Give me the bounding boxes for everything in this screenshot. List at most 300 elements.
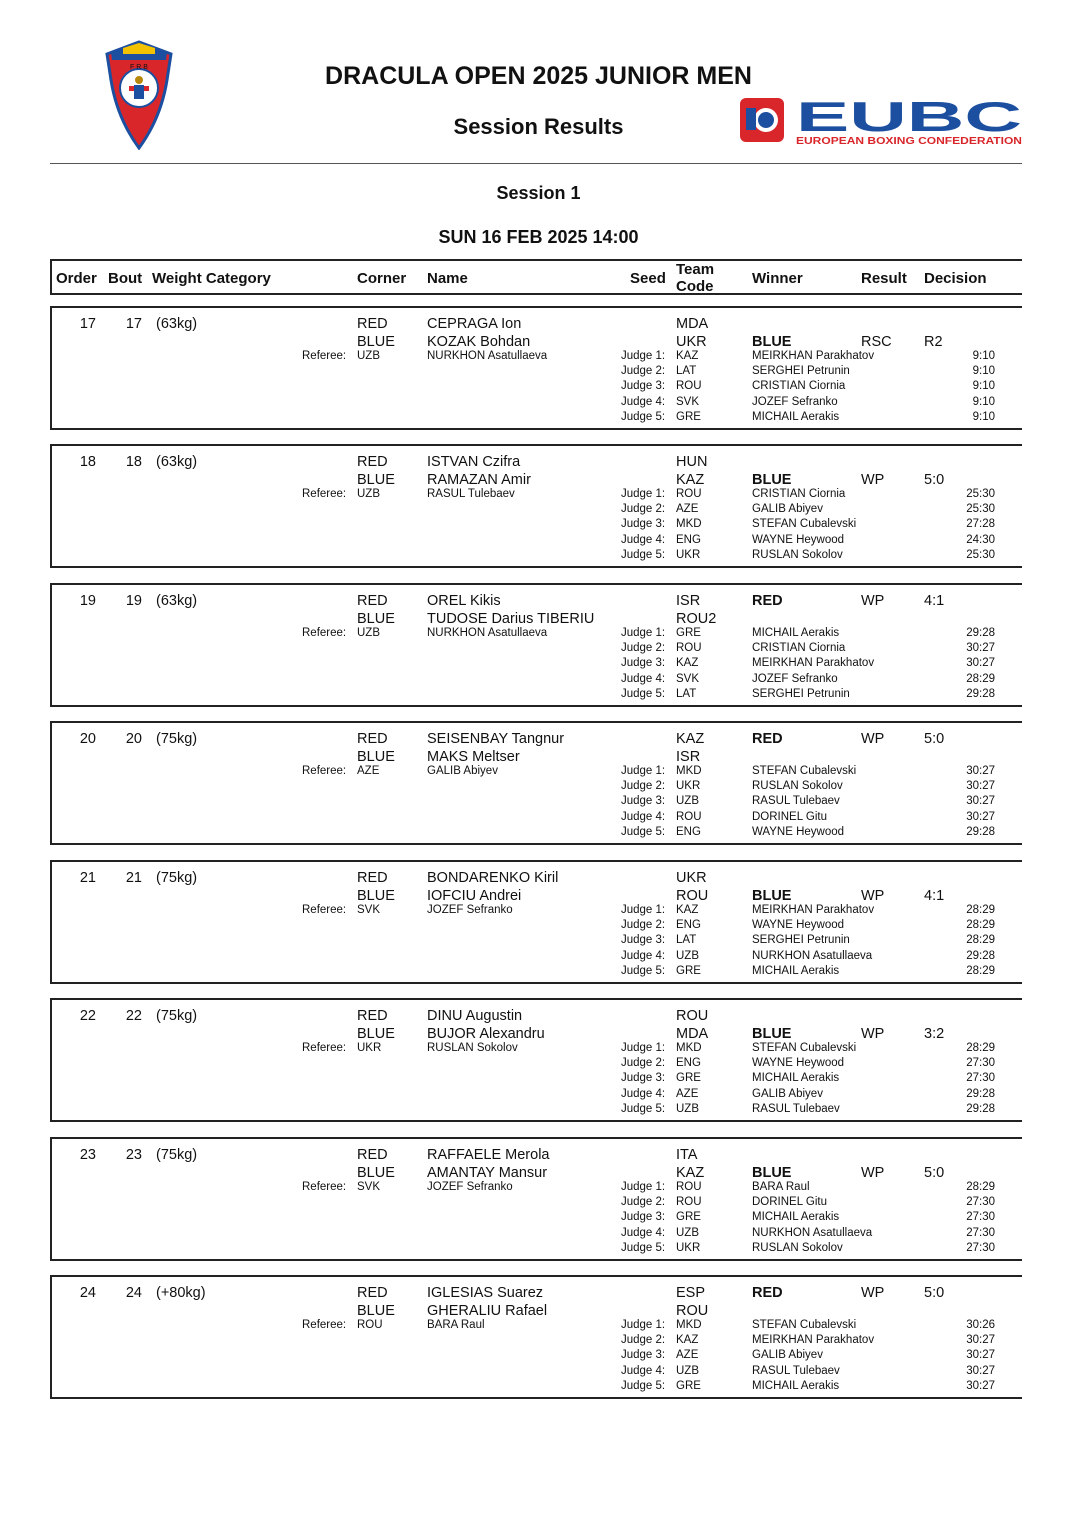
- judge-name: JOZEF Sefranko: [752, 672, 838, 685]
- bout-order: 20: [79, 731, 96, 747]
- weight-category: (75kg): [156, 1008, 198, 1024]
- judge-label: Judge 1:: [621, 765, 666, 777]
- judge-score: 30:27: [966, 1379, 995, 1392]
- blue-team-code: ISR: [676, 749, 701, 765]
- judge-score: 28:29: [966, 1181, 995, 1193]
- referee-name: NURKHON Asatullaeva: [427, 627, 548, 639]
- judge-score: 27:30: [966, 1196, 995, 1209]
- bout-order: 22: [79, 1008, 96, 1024]
- decision: 3:2: [924, 1026, 945, 1042]
- judge-country: LAT: [676, 934, 697, 947]
- blue-boxer-name: AMANTAY Mansur: [427, 1165, 548, 1181]
- judge-country: UZB: [676, 949, 699, 962]
- judge-score: 9:10: [972, 350, 995, 362]
- bout-number: 20: [125, 731, 142, 747]
- red-team-code: ROU: [676, 1008, 709, 1024]
- decision: 5:0: [924, 1165, 945, 1181]
- judge-score: 29:28: [966, 627, 995, 639]
- decision: 4:1: [924, 888, 945, 904]
- judge-score: 25:30: [966, 503, 995, 516]
- judge-label: Judge 4:: [621, 1364, 666, 1377]
- blue-boxer-name: IOFCIU Andrei: [427, 888, 522, 904]
- judge-score: 30:27: [966, 642, 995, 655]
- judge-name: CRISTIAN Ciornia: [752, 380, 846, 393]
- referee-label: Referee:: [302, 1181, 347, 1193]
- weight-category: (75kg): [156, 870, 198, 886]
- judge-name: CRISTIAN Ciornia: [752, 642, 846, 655]
- bout-block: [50, 583, 1022, 707]
- judge-country: KAZ: [676, 350, 699, 362]
- page-subtitle: Session Results: [453, 114, 624, 139]
- judge-country: UZB: [676, 1102, 699, 1115]
- red-boxer-name: BONDARENKO Kiril: [427, 870, 559, 886]
- judge-score: 29:28: [966, 1102, 995, 1115]
- bout-order: 21: [79, 870, 96, 886]
- judge-label: Judge 1:: [621, 1042, 666, 1054]
- judge-score: 30:27: [966, 765, 995, 777]
- blue-corner: BLUE: [357, 334, 395, 350]
- result: WP: [861, 888, 885, 904]
- bout-block: [50, 306, 1022, 430]
- judge-score: 28:29: [966, 934, 995, 947]
- judge-name: MEIRKHAN Parakhatov: [752, 1334, 875, 1347]
- referee-name: RASUL Tulebaev: [427, 488, 515, 500]
- judge-score: 9:10: [972, 395, 995, 408]
- judge-score: 28:29: [966, 672, 995, 685]
- judge-score: 29:28: [966, 949, 995, 962]
- judge-country: UKR: [676, 1241, 701, 1254]
- judge-country: AZE: [676, 503, 699, 516]
- judge-label: Judge 4:: [621, 949, 666, 962]
- judge-label: Judge 5:: [621, 410, 666, 423]
- judge-name: GALIB Abiyev: [752, 1349, 823, 1362]
- winner: BLUE: [752, 334, 792, 350]
- bout-number: 18: [125, 454, 142, 470]
- red-team-code: ISR: [676, 593, 701, 609]
- judge-name: CRISTIAN Ciornia: [752, 488, 846, 500]
- header-order: Order: [56, 270, 97, 287]
- judge-score: 28:29: [966, 904, 995, 916]
- result: RSC: [861, 334, 892, 350]
- judge-country: ROU: [676, 810, 702, 823]
- judge-score: 27:30: [966, 1211, 995, 1224]
- bout-number: 22: [125, 1008, 142, 1024]
- weight-category: (63kg): [156, 316, 198, 332]
- decision: 5:0: [924, 472, 945, 488]
- judge-name: STEFAN Cubalevski: [752, 1319, 857, 1331]
- judge-label: Judge 3:: [621, 518, 666, 531]
- judge-label: Judge 4:: [621, 810, 666, 823]
- judge-label: Judge 5:: [621, 548, 666, 561]
- judge-score: 30:27: [966, 810, 995, 823]
- judge-country: GRE: [676, 964, 701, 977]
- judge-label: Judge 1:: [621, 488, 666, 500]
- judge-label: Judge 4:: [621, 533, 666, 546]
- blue-corner: BLUE: [357, 472, 395, 488]
- judge-score: 25:30: [966, 548, 995, 561]
- blue-boxer-name: RAMAZAN Amir: [427, 472, 531, 488]
- blue-team-code: MDA: [676, 1026, 709, 1042]
- judge-label: Judge 1:: [621, 904, 666, 916]
- blue-boxer-name: KOZAK Bohdan: [427, 334, 531, 350]
- judge-name: MICHAIL Aerakis: [752, 1379, 840, 1392]
- judge-label: Judge 2:: [621, 1334, 666, 1347]
- blue-corner: BLUE: [357, 1303, 395, 1319]
- referee-name: JOZEF Sefranko: [427, 1181, 513, 1193]
- judge-label: Judge 5:: [621, 1241, 666, 1254]
- judge-label: Judge 3:: [621, 380, 666, 393]
- result: WP: [861, 1165, 885, 1181]
- referee-name: BARA Raul: [427, 1319, 485, 1331]
- judge-score: 30:27: [966, 1349, 995, 1362]
- blue-team-code: ROU: [676, 1303, 709, 1319]
- judge-name: RUSLAN Sokolov: [752, 780, 843, 793]
- judge-name: SERGHEI Petrunin: [752, 365, 850, 378]
- judge-label: Judge 4:: [621, 1087, 666, 1100]
- red-team-code: ESP: [676, 1285, 706, 1301]
- judge-country: UKR: [676, 548, 701, 561]
- judge-name: RASUL Tulebaev: [752, 1364, 840, 1377]
- header-seed: Seed: [630, 270, 666, 287]
- referee-country: UZB: [357, 627, 380, 639]
- red-boxer-name: DINU Augustin: [427, 1008, 523, 1024]
- red-corner: RED: [357, 1147, 388, 1163]
- judge-country: GRE: [676, 627, 701, 639]
- blue-team-code: KAZ: [676, 472, 705, 488]
- judge-country: MKD: [676, 518, 702, 531]
- bout-block: [50, 998, 1022, 1122]
- header-corner: Corner: [357, 270, 407, 287]
- red-boxer-name: OREL Kikis: [427, 593, 501, 609]
- judge-label: Judge 5:: [621, 1102, 666, 1115]
- judge-label: Judge 5:: [621, 825, 666, 838]
- judge-label: Judge 3:: [621, 795, 666, 808]
- red-corner: RED: [357, 316, 388, 332]
- judge-score: 9:10: [972, 410, 995, 423]
- judge-score: 27:30: [966, 1057, 995, 1070]
- judge-label: Judge 3:: [621, 657, 666, 670]
- judge-country: MKD: [676, 765, 702, 777]
- judge-label: Judge 1:: [621, 627, 666, 639]
- blue-boxer-name: GHERALIU Rafael: [427, 1303, 548, 1319]
- judge-label: Judge 3:: [621, 934, 666, 947]
- judge-label: Judge 3:: [621, 1349, 666, 1362]
- bout-number: 21: [125, 870, 142, 886]
- judge-name: RUSLAN Sokolov: [752, 1241, 843, 1254]
- judge-country: UKR: [676, 780, 701, 793]
- judge-name: WAYNE Heywood: [752, 919, 845, 932]
- winner: RED: [752, 731, 783, 747]
- header-weight: Weight Category: [152, 270, 271, 287]
- blue-corner: BLUE: [357, 749, 395, 765]
- red-team-code: UKR: [676, 870, 707, 886]
- bout-number: 24: [125, 1285, 142, 1301]
- judge-country: KAZ: [676, 657, 699, 670]
- bout-block: [50, 860, 1022, 984]
- session-datetime: SUN 16 FEB 2025 14:00: [438, 227, 639, 247]
- referee-country: AZE: [357, 765, 380, 777]
- judge-score: 30:27: [966, 1334, 995, 1347]
- judge-country: ROU: [676, 380, 702, 393]
- judge-score: 29:28: [966, 825, 995, 838]
- judge-name: STEFAN Cubalevski: [752, 1042, 857, 1054]
- referee-name: JOZEF Sefranko: [427, 904, 513, 916]
- result: WP: [861, 1285, 885, 1301]
- judge-label: Judge 4:: [621, 395, 666, 408]
- judge-country: GRE: [676, 1072, 701, 1085]
- judge-score: 24:30: [966, 533, 995, 546]
- red-team-code: MDA: [676, 316, 709, 332]
- judge-label: Judge 2:: [621, 1057, 666, 1070]
- judge-name: MICHAIL Aerakis: [752, 410, 840, 423]
- blue-team-code: KAZ: [676, 1165, 705, 1181]
- red-corner: RED: [357, 1008, 388, 1024]
- blue-team-code: UKR: [676, 334, 707, 350]
- red-team-code: KAZ: [676, 731, 705, 747]
- judge-score: 29:28: [966, 687, 995, 700]
- judge-name: GALIB Abiyev: [752, 1087, 823, 1100]
- blue-boxer-name: MAKS Meltser: [427, 749, 520, 765]
- judge-label: Judge 2:: [621, 919, 666, 932]
- eubc-tagline: EUROPEAN BOXING CONFEDERATION: [796, 136, 1022, 147]
- judge-country: SVK: [676, 395, 700, 408]
- referee-country: ROU: [357, 1319, 383, 1331]
- bout-number: 17: [125, 316, 142, 332]
- judge-name: MICHAIL Aerakis: [752, 627, 840, 639]
- judge-name: WAYNE Heywood: [752, 533, 845, 546]
- referee-label: Referee:: [302, 488, 347, 500]
- judge-country: AZE: [676, 1087, 699, 1100]
- blue-corner: BLUE: [357, 1026, 395, 1042]
- judge-score: 30:27: [966, 795, 995, 808]
- winner: RED: [752, 1285, 783, 1301]
- referee-label: Referee:: [302, 1319, 347, 1331]
- bout-number: 23: [125, 1147, 142, 1163]
- winner: RED: [752, 593, 783, 609]
- red-corner: RED: [357, 731, 388, 747]
- judge-name: STEFAN Cubalevski: [752, 518, 857, 531]
- judge-name: NURKHON Asatullaeva: [752, 949, 873, 962]
- judge-name: WAYNE Heywood: [752, 825, 845, 838]
- judge-name: RASUL Tulebaev: [752, 1102, 840, 1115]
- referee-label: Referee:: [302, 765, 347, 777]
- judge-score: 29:28: [966, 1087, 995, 1100]
- session-title: Session 1: [496, 183, 581, 203]
- bout-number: 19: [125, 593, 142, 609]
- judge-label: Judge 2:: [621, 642, 666, 655]
- bout-order: 17: [79, 316, 96, 332]
- blue-boxer-name: BUJOR Alexandru: [427, 1026, 545, 1042]
- referee-country: UZB: [357, 488, 380, 500]
- judge-label: Judge 3:: [621, 1211, 666, 1224]
- header-bout: Bout: [108, 270, 143, 287]
- winner: BLUE: [752, 472, 792, 488]
- referee-name: RUSLAN Sokolov: [427, 1042, 518, 1054]
- blue-team-code: ROU2: [676, 611, 717, 627]
- judge-name: MEIRKHAN Parakhatov: [752, 904, 875, 916]
- result: WP: [861, 1026, 885, 1042]
- judge-country: ENG: [676, 919, 701, 932]
- blue-corner: BLUE: [357, 1165, 395, 1181]
- referee-label: Referee:: [302, 627, 347, 639]
- judge-name: MEIRKHAN Parakhatov: [752, 350, 875, 362]
- judge-label: Judge 1:: [621, 1181, 666, 1193]
- winner: BLUE: [752, 888, 792, 904]
- judge-country: MKD: [676, 1319, 702, 1331]
- referee-country: UZB: [357, 350, 380, 362]
- judge-country: GRE: [676, 1379, 701, 1392]
- red-corner: RED: [357, 870, 388, 886]
- decision: R2: [924, 334, 943, 350]
- judge-label: Judge 1:: [621, 1319, 666, 1331]
- judge-name: JOZEF Sefranko: [752, 395, 838, 408]
- bout-block: [50, 721, 1022, 845]
- blue-corner: BLUE: [357, 611, 395, 627]
- judge-score: 28:29: [966, 964, 995, 977]
- judge-label: Judge 5:: [621, 964, 666, 977]
- red-boxer-name: RAFFAELE Merola: [427, 1147, 550, 1163]
- weight-category: (63kg): [156, 593, 198, 609]
- judge-label: Judge 2:: [621, 1196, 666, 1209]
- judge-score: 28:29: [966, 1042, 995, 1054]
- table-header: [50, 259, 1022, 295]
- judge-score: 27:30: [966, 1072, 995, 1085]
- judge-score: 30:27: [966, 1364, 995, 1377]
- winner: BLUE: [752, 1165, 792, 1181]
- judge-label: Judge 3:: [621, 1072, 666, 1085]
- winner: BLUE: [752, 1026, 792, 1042]
- red-boxer-name: SEISENBAY Tangnur: [427, 731, 565, 747]
- judge-country: ENG: [676, 825, 701, 838]
- judge-score: 27:28: [966, 518, 995, 531]
- judge-country: AZE: [676, 1349, 699, 1362]
- judge-label: Judge 4:: [621, 672, 666, 685]
- bout-block: [50, 444, 1022, 568]
- divider: [50, 163, 1022, 164]
- result: WP: [861, 593, 885, 609]
- header-name: Name: [427, 270, 468, 287]
- referee-name: GALIB Abiyev: [427, 765, 498, 777]
- judge-score: 27:30: [966, 1241, 995, 1254]
- judge-country: GRE: [676, 410, 701, 423]
- referee-label: Referee:: [302, 1042, 347, 1054]
- judge-label: Judge 5:: [621, 1379, 666, 1392]
- judge-score: 30:27: [966, 657, 995, 670]
- referee-country: SVK: [357, 1181, 381, 1193]
- judge-country: MKD: [676, 1042, 702, 1054]
- decision: 5:0: [924, 731, 945, 747]
- red-team-code: HUN: [676, 454, 708, 470]
- judge-country: ROU: [676, 1196, 702, 1209]
- bout-order: 18: [79, 454, 96, 470]
- judge-score: 28:29: [966, 919, 995, 932]
- judge-name: NURKHON Asatullaeva: [752, 1226, 873, 1239]
- bout-order: 24: [79, 1285, 96, 1301]
- judge-score: 27:30: [966, 1226, 995, 1239]
- judge-name: MICHAIL Aerakis: [752, 1211, 840, 1224]
- judge-name: BARA Raul: [752, 1181, 810, 1193]
- red-corner: RED: [357, 1285, 388, 1301]
- blue-boxer-name: TUDOSE Darius TIBERIU: [427, 611, 595, 627]
- red-team-code: ITA: [676, 1147, 698, 1163]
- judge-country: UZB: [676, 1364, 699, 1377]
- judge-label: Judge 2:: [621, 780, 666, 793]
- bout-block: [50, 1275, 1022, 1399]
- judge-name: WAYNE Heywood: [752, 1057, 845, 1070]
- decision: 4:1: [924, 593, 945, 609]
- judge-label: Judge 5:: [621, 687, 666, 700]
- judge-label: Judge 1:: [621, 350, 666, 362]
- referee-label: Referee:: [302, 904, 347, 916]
- header-result: Result: [861, 270, 907, 287]
- judge-label: Judge 4:: [621, 1226, 666, 1239]
- header-decision: Decision: [924, 270, 987, 287]
- bout-block: [50, 1137, 1022, 1261]
- weight-category: (+80kg): [156, 1285, 206, 1301]
- judge-country: ENG: [676, 533, 701, 546]
- judge-country: LAT: [676, 365, 697, 378]
- referee-label: Referee:: [302, 350, 347, 362]
- header-winner: Winner: [752, 270, 803, 287]
- header-team-code: Team Code: [676, 261, 715, 295]
- judge-name: MICHAIL Aerakis: [752, 1072, 840, 1085]
- result: WP: [861, 472, 885, 488]
- referee-country: SVK: [357, 904, 381, 916]
- decision: 5:0: [924, 1285, 945, 1301]
- blue-corner: BLUE: [357, 888, 395, 904]
- judge-name: DORINEL Gitu: [752, 810, 827, 823]
- judge-name: RASUL Tulebaev: [752, 795, 840, 808]
- frb-logo-text: F R B: [130, 64, 148, 71]
- judge-country: ENG: [676, 1057, 701, 1070]
- judge-name: MEIRKHAN Parakhatov: [752, 657, 875, 670]
- judge-name: RUSLAN Sokolov: [752, 548, 843, 561]
- bout-order: 23: [79, 1147, 96, 1163]
- red-boxer-name: ISTVAN Czifra: [427, 454, 521, 470]
- judge-name: GALIB Abiyev: [752, 503, 823, 516]
- judge-score: 30:27: [966, 780, 995, 793]
- red-boxer-name: IGLESIAS Suarez: [427, 1285, 544, 1301]
- judge-country: UZB: [676, 1226, 699, 1239]
- referee-name: NURKHON Asatullaeva: [427, 350, 548, 362]
- judge-label: Judge 2:: [621, 503, 666, 516]
- judge-country: KAZ: [676, 1334, 699, 1347]
- judge-country: KAZ: [676, 904, 699, 916]
- judge-label: Judge 2:: [621, 365, 666, 378]
- judge-score: 25:30: [966, 488, 995, 500]
- judge-score: 9:10: [972, 365, 995, 378]
- bout-order: 19: [79, 593, 96, 609]
- judge-name: DORINEL Gitu: [752, 1196, 827, 1209]
- judge-name: SERGHEI Petrunin: [752, 934, 850, 947]
- judge-country: LAT: [676, 687, 697, 700]
- weight-category: (75kg): [156, 1147, 198, 1163]
- judge-country: ROU: [676, 642, 702, 655]
- referee-country: UKR: [357, 1042, 382, 1054]
- judge-score: 9:10: [972, 380, 995, 393]
- judge-country: SVK: [676, 672, 700, 685]
- judge-country: ROU: [676, 488, 702, 500]
- judge-name: SERGHEI Petrunin: [752, 687, 850, 700]
- red-boxer-name: CEPRAGA Ion: [427, 316, 522, 332]
- judge-score: 30:26: [966, 1319, 995, 1331]
- judge-country: ROU: [676, 1181, 702, 1193]
- eubc-logo-text: EUBC: [796, 96, 1022, 140]
- weight-category: (75kg): [156, 731, 198, 747]
- red-corner: RED: [357, 593, 388, 609]
- result: WP: [861, 731, 885, 747]
- judge-name: STEFAN Cubalevski: [752, 765, 857, 777]
